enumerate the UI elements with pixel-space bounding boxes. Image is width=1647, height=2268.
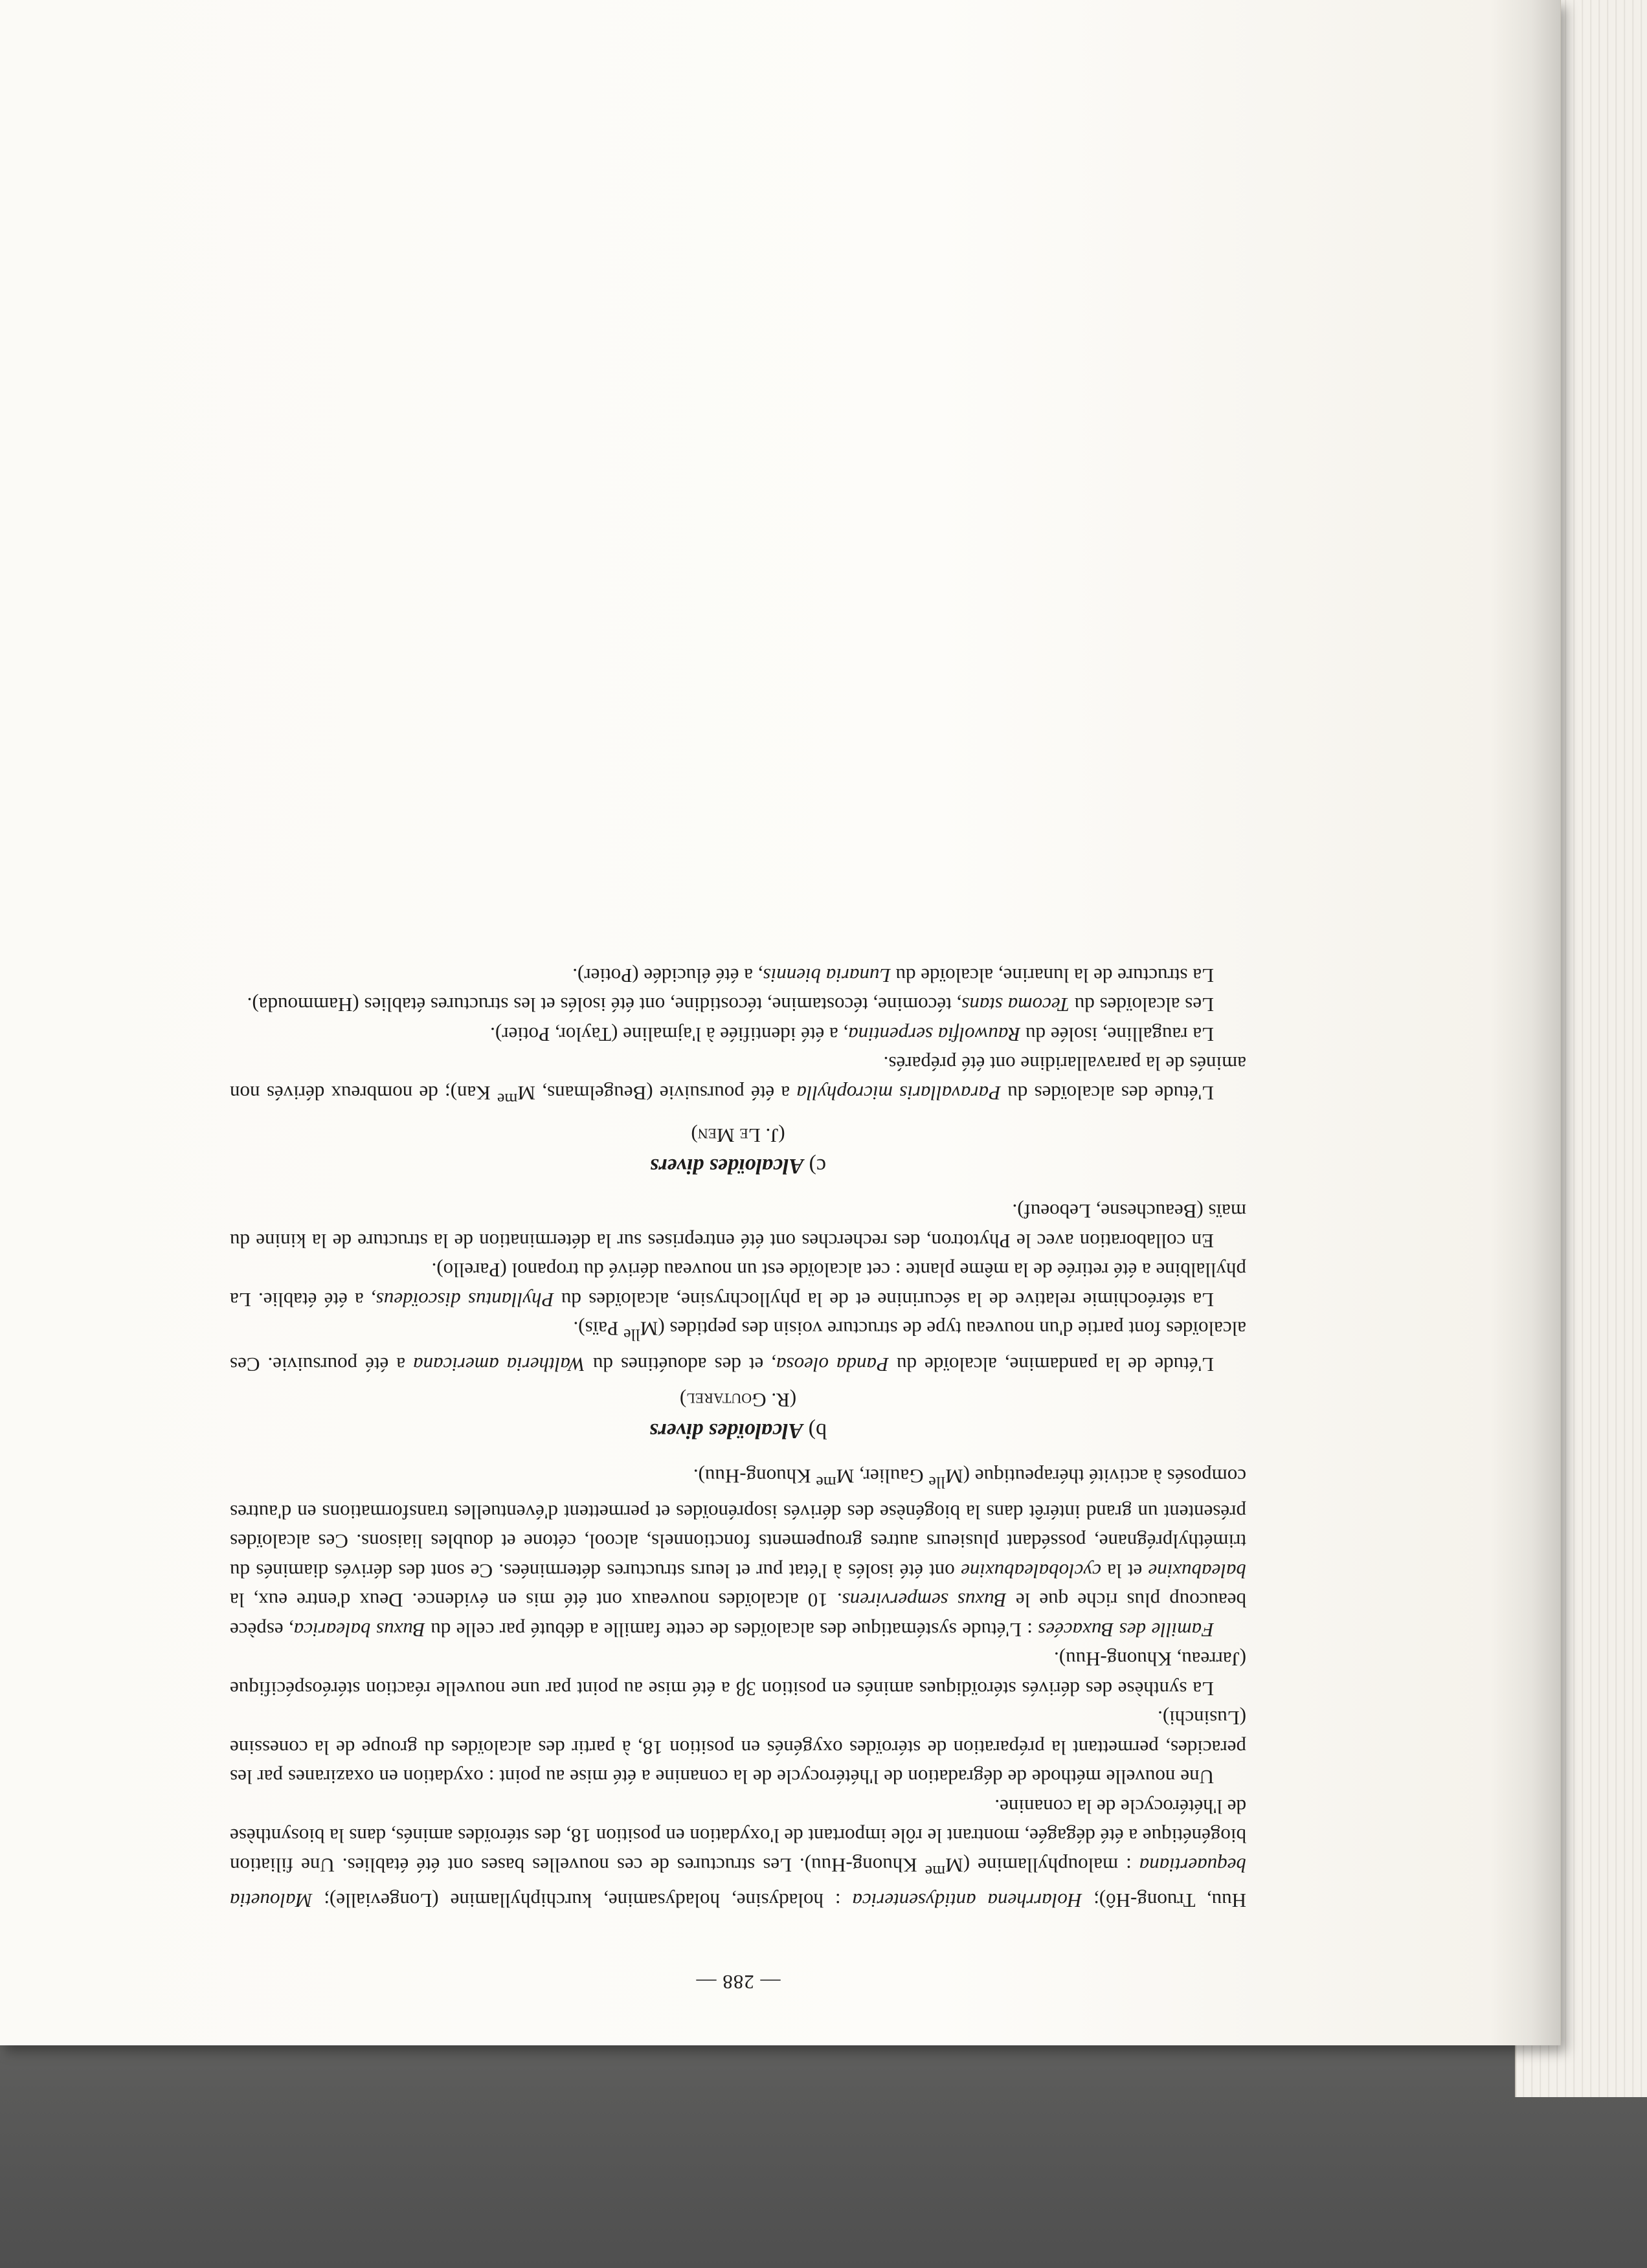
section-b-letter: b) [808,1419,827,1443]
section-c-paragraph: L'étude des alcaloïdes du Paravallaris microphylla a été poursuivie (Beugelmans, $M^{me}$ Kan); de nombreux dérivés non aminés de la paravallaridine ont été préparés. [230,1052,1246,1109]
section-b-author: (R. Goutarel) [679,1389,797,1412]
section-c-paragraphs [230,961,1246,1114]
page-gutter-shadow [1489,0,1560,2045]
intro-paragraph: Famille des Buxacées : L'étude systématique des alcaloïdes de cette famille a débuté par celle du Buxus balearica, espèce beaucoup plus riche que le Buxus sempervirens. 10 alcaloïdes nouveaux ont été mis en évidence. Deux d'entre eux, la baleabuxine et la cyclobaleabuxine ont été isolés à l'état pur et leurs structures déterminées. Ce sont des dérivés diaminés du triméthylprégnane, possédant plusieurs autres groupements fonctionnels, alcool, cétone et doubles liaisons. Ces alcaloïdes présentent un grand intérêt dans la biogénèse des dérivés isoprénoïdes et permettent d'éventuelles transformations en d'autres composés à activité thérapeutique ($M^{lle}$ Gaulier, $M^{me}$ Khuong-Huu). [229,1465,1246,1641]
intro-paragraph: Huu, Truong-Hô); Holarrhena antidysenterica : holadysine, holadysamine, kurchiphyllamine (Longevialle); Malouetia bequaertiana : malouphyllamine ($M^{me}$ Khuong-Huu). Les structures de ces nouvelles bases ont été établies. Une filiation biogénétique a été dégagée, montrant le rôle important de l'oxydation en position 18, des stéroïdes aminés, dans la biosynthèse de l'hétérocycle de la conanine. [230,1795,1246,1913]
section-c-paragraph: La structure de la lunarine, alcaloïde du Lunaria biennis, a été élucidée (Potier). [572,964,1214,987]
section-c-author: (J. Le Men) [691,1124,785,1147]
section-b-paragraph: La stéréochimie relative de la sécurinine et de la phyllochrysine, alcaloïdes du Phyllantus discoïdeus, a été établie. La phyllalbine a été retirée de la même plante : cet alcaloïde est un nouveau dérivé du tropanol (Parello). [230,1259,1246,1311]
page-content-rotated [230,249,1246,1997]
section-b-paragraphs [230,1197,1246,1379]
section-b-paragraph: En collaboration avec le Phytotron, des recherches ont été entreprises sur la détermination de la structure de la kinine du maïs (Beauchesne, Leboeuf). [230,1200,1246,1252]
section-c-title: Alcaloïdes divers [650,1153,804,1178]
intro-paragraphs [230,1462,1246,1915]
section-b-paragraph: L'étude de la pandamine, alcaloïde du Panda oleosa, et des adouétines du Waltheria americana a été poursuivie. Ces alcaloïdes font partie d'un nouveau type de structure voisin des peptides ($M^{lle}$ Païs). [229,1318,1246,1376]
section-b-heading [230,1415,1246,1446]
intro-paragraph: Une nouvelle méthode de dégradation de l'hétérocycle de la conanine a été mise au point : oxydation en oxaziranes par les peracides, permettant la préparation de stéroïdes oxygénés en position 18, à partir des alcaloïdes du groupe de la conessine (Lusinchi). [230,1707,1246,1789]
section-c-paragraph: La raugalline, isolée du Rauwolfia serpentina, a été identifiée à l'ajmaline (Taylor, Potier). [490,1023,1214,1046]
section-b-title: Alcaloïdes divers [649,1419,803,1443]
section-c-paragraph: Les alcaloïdes du Tecoma stans, técomine, técostamine, técostidine, ont été isolés et les structures établies (Hammouda). [247,994,1214,1017]
intro-paragraph: La synthèse des dérivés stéroïdiques aminés en position 3β a été mise au point par une nouvelle réaction stéréospécifique (Jarreau, Khuong-Huu). [230,1648,1246,1700]
page-number: — 288 — [695,1971,781,1994]
section-c-letter: c) [809,1153,826,1178]
section-c-heading [230,1150,1246,1181]
